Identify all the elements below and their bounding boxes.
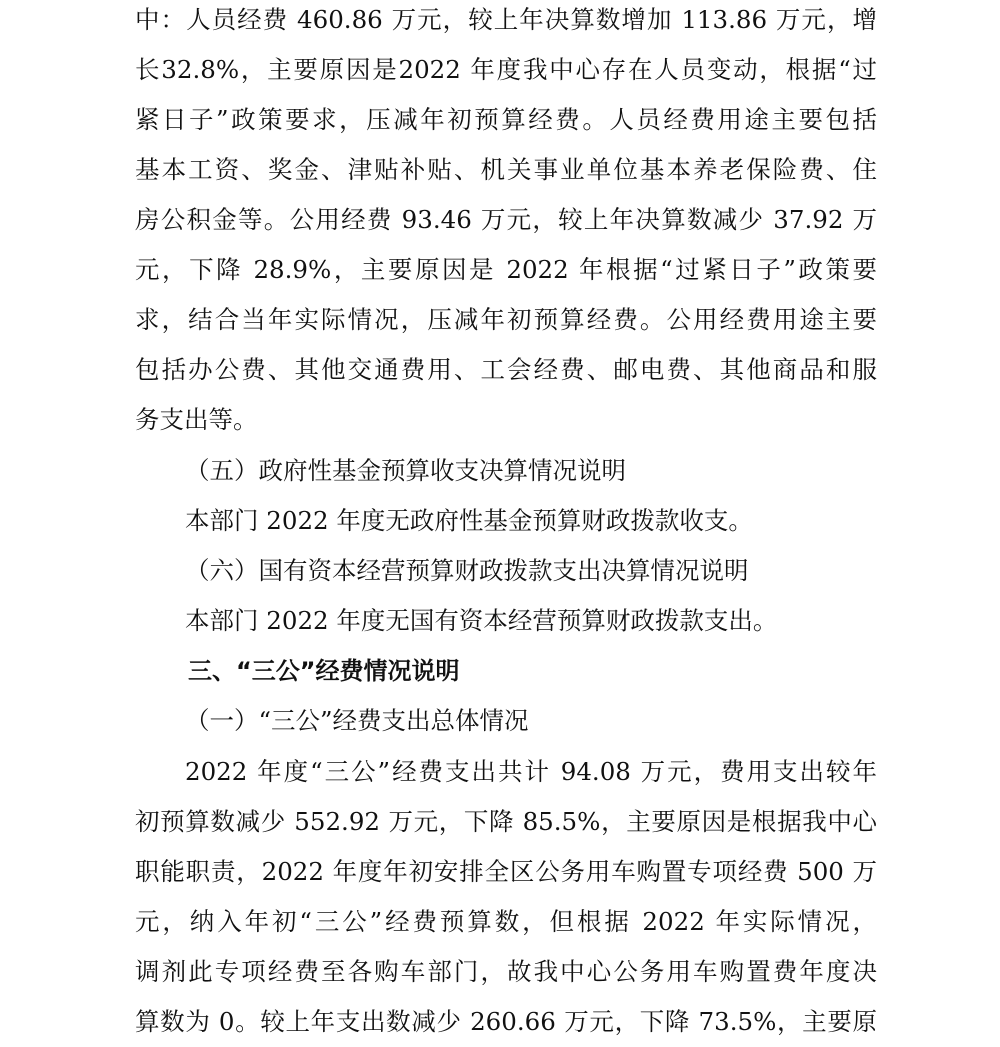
body-text-line: 本部门 2022 年度无国有资本经营预算财政拨款支出。 (185, 606, 778, 635)
body-text-line: 算数为 0。较上年支出数减少 260.66 万元，下降 73.5%，主要原 (135, 1007, 877, 1036)
body-text-line: 包括办公费、其他交通费用、工会经费、邮电费、其他商品和服 (135, 355, 877, 384)
body-text-line: 初预算数减少 552.92 万元，下降 85.5%，主要原因是根据我中心 (135, 807, 877, 836)
body-text-line: 元，纳入年初“三公”经费预算数，但根据 2022 年实际情况， (135, 907, 877, 936)
body-text-line: 职能职责，2022 年度年初安排全区公务用车购置专项经费 500 万 (135, 857, 877, 886)
body-text-line: 调剂此专项经费至各购车部门，故我中心公务用车购置费年度决 (135, 957, 877, 986)
body-text-line: 本部门 2022 年度无政府性基金预算财政拨款收支。 (185, 506, 753, 535)
section-heading-6: （六）国有资本经营预算财政拨款支出决算情况说明 (185, 556, 749, 585)
body-text-line: 2022 年度“三公”经费支出共计 94.08 万元，费用支出较年 (185, 757, 877, 786)
body-text-line: 务支出等。 (135, 405, 258, 434)
chapter-heading-3: 三、“三公”经费情况说明 (188, 657, 460, 685)
body-text-line: 房公积金等。公用经费 93.46 万元，较上年决算数减少 37.92 万 (135, 205, 877, 234)
body-text-line: 长32.8%，主要原因是2022 年度我中心存在人员变动，根据“过 (135, 55, 877, 84)
body-text-line: 中：人员经费 460.86 万元，较上年决算数增加 113.86 万元，增 (135, 5, 877, 34)
body-text-line: 紧日子”政策要求，压减年初预算经费。人员经费用途主要包括 (135, 105, 877, 134)
section-heading-1: （一）“三公”经费支出总体情况 (185, 706, 529, 735)
body-text-line: 求，结合当年实际情况，压减年初预算经费。公用经费用途主要 (135, 305, 877, 334)
body-text-line: 基本工资、奖金、津贴补贴、机关事业单位基本养老保险费、住 (135, 155, 877, 184)
section-heading-5: （五）政府性基金预算收支决算情况说明 (185, 456, 626, 485)
body-text-line: 元，下降 28.9%，主要原因是 2022 年根据“过紧日子”政策要 (135, 255, 877, 284)
